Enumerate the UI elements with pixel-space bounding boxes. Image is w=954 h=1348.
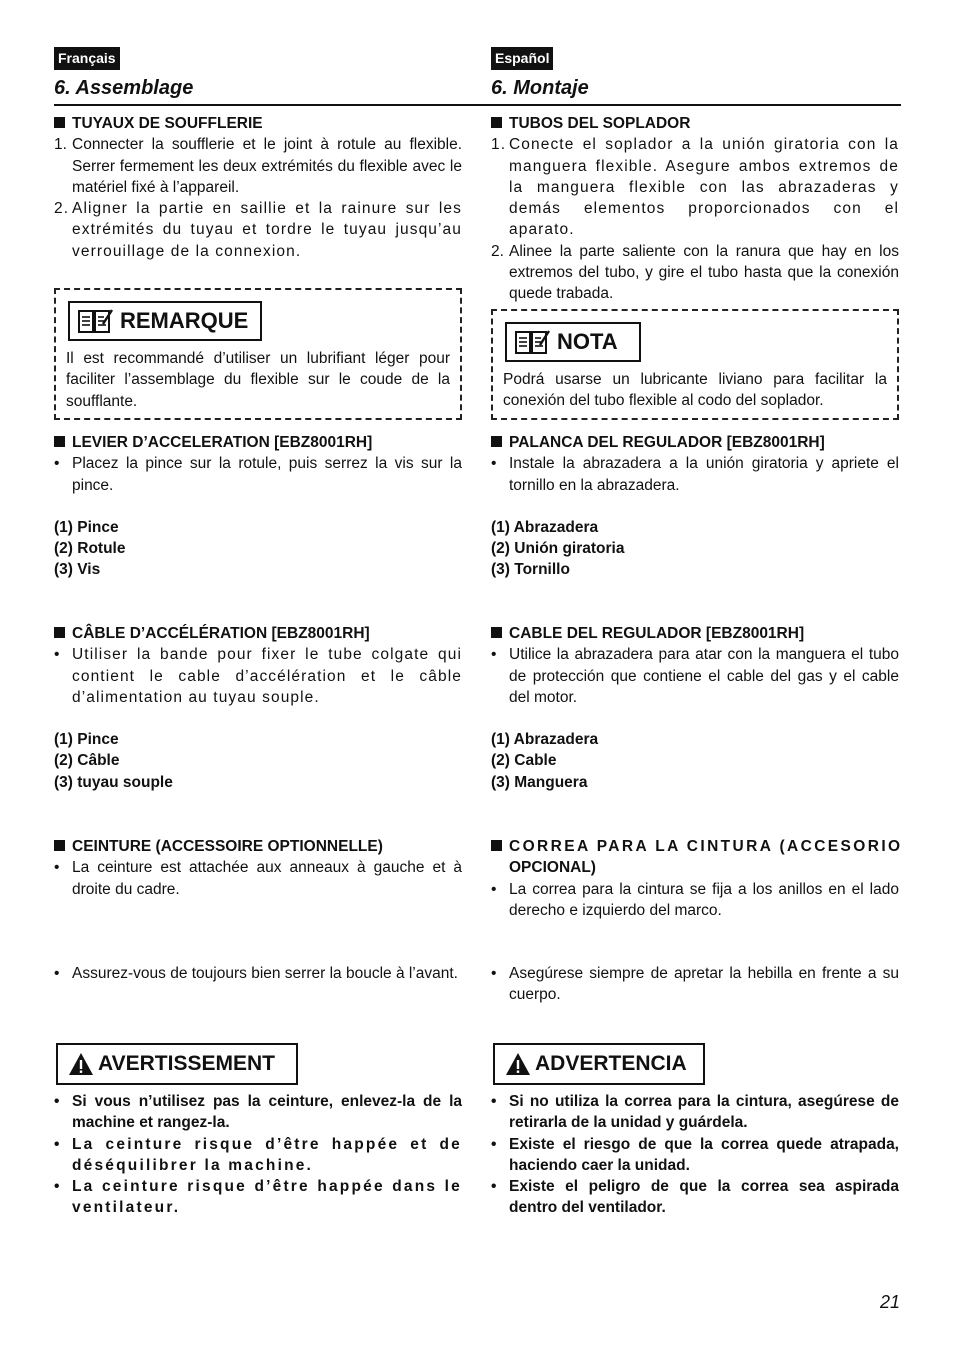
list-item: • La ceinture est attachée aux anneaux à gauche et à droite du cadre. [54, 859, 462, 898]
advertencia-list [491, 1091, 899, 1219]
avertissement-label: AVERTISSEMENT [56, 1043, 298, 1085]
language-tab-spanish: Español [491, 47, 553, 70]
advertencia-label: ADVERTENCIA [493, 1043, 705, 1085]
list-item: • Utilice la abrazadera para atar con la manguera el tubo de protección que contiene el cable del gas y el cable del motor. [491, 646, 899, 706]
palanca-parts [491, 517, 899, 581]
ceinture-section [54, 836, 462, 900]
palanca-bullets [491, 453, 899, 496]
correa-bullet-2 [491, 963, 899, 1006]
tubos-section [491, 113, 899, 305]
square-bullet-icon [491, 117, 502, 128]
header-rule [54, 104, 901, 106]
tubos-steps [491, 134, 899, 304]
cable-section-spanish [491, 623, 899, 793]
warning-triangle-icon [68, 1052, 94, 1076]
list-item: • Existe el peligro de que la correa sea aspirada dentro del ventilador. [491, 1178, 899, 1217]
part-label: (2) Cable [491, 752, 557, 770]
nota-text: Podrá usarse un lubricante liviano para facilitar la conexión del tubo flexible al codo del soplador. [503, 371, 887, 410]
list-item: • Instale la abrazadera a la unión giratoria y apriete el tornillo en la abrazadera. [491, 455, 899, 494]
list-item: • La ceinture risque d’être happée dans le ventilateur. [54, 1178, 462, 1217]
part-label: (1) Pince [54, 518, 119, 536]
cable-section-french [54, 623, 462, 793]
part-label: (2) Rotule [54, 540, 126, 558]
part-label: (2) Câble [54, 752, 120, 770]
list-item: 1. Conecte el soplador a la unión giratoria con la manguera flexible. Asegure ambos extremos de la manguera flexible con las abrazaderas y demás elementos proporcionados con el aparato. [491, 136, 899, 239]
part-label: (3) Manguera [491, 773, 588, 791]
cable-bullets-french [54, 644, 462, 708]
correa-bullets [491, 879, 899, 922]
remarque-box [54, 288, 462, 420]
cable-heading-spanish: CABLE DEL REGULADOR [EBZ8001RH] [491, 623, 899, 644]
nota-box [491, 309, 899, 420]
avertissement-list [54, 1091, 462, 1219]
correa-bullets-2 [491, 963, 899, 1006]
notebook-icon [515, 329, 551, 355]
section-title-french: 6. Assemblage [54, 77, 194, 99]
language-tab-french: Français [54, 47, 120, 70]
cable-parts-french [54, 729, 462, 793]
square-bullet-icon [54, 436, 65, 447]
square-bullet-icon [54, 840, 65, 851]
levier-parts [54, 517, 462, 581]
ceinture-bullets [54, 857, 462, 900]
levier-heading: LEVIER D’ACCELERATION [EBZ8001RH] [54, 432, 462, 453]
remarque-label: REMARQUE [68, 301, 262, 341]
remarque-text: Il est recommandé d’utiliser un lubrifiant léger pour faciliter l’assemblage du flexible sur le coude de la soufflante. [66, 350, 450, 410]
ceinture-bullets-2 [54, 963, 462, 984]
tuyaux-heading: TUYAUX DE SOUFFLERIE [54, 113, 462, 134]
nota-label: NOTA [505, 322, 641, 362]
part-label: (3) Vis [54, 561, 101, 579]
square-bullet-icon [491, 436, 502, 447]
part-label: (3) Tornillo [491, 561, 570, 579]
list-item: • Placez la pince sur la rotule, puis serrez la vis sur la pince. [54, 455, 462, 494]
cable-bullets-spanish [491, 644, 899, 708]
list-item: • Si vous n’utilisez pas la ceinture, enlevez-la de la machine et rangez-la. [54, 1093, 462, 1132]
list-item: 2. Aligner la partie en saillie et la rainure sur les extrémités du tuyau et tordre le tuyau jusqu’au verrouillage de la connexion. [54, 200, 462, 260]
list-item: • Utiliser la bande pour fixer le tube colgate qui contient le cable d’accélération et le câble d’alimentation au tuyau souple. [54, 646, 462, 706]
list-item: 2. Alinee la parte saliente con la ranura que hay en los extremos del tubo, y gire el tubo hasta que la conexión quede trabada. [491, 242, 899, 303]
part-label: (2) Unión giratoria [491, 540, 625, 558]
list-item: • Si no utiliza la correa para la cintura, asegúrese de retirarla de la unidad y guárdela. [491, 1093, 899, 1132]
list-item: • Assurez-vous de toujours bien serrer la boucle à l’avant. [54, 965, 458, 982]
tuyaux-steps [54, 134, 462, 262]
tuyaux-section [54, 113, 462, 262]
palanca-section [491, 432, 899, 581]
list-item: 1. Connecter la soufflerie et le joint à rotule au flexible. Serrer fermement les deux extrémités du flexible avec le matériel fixé à l’appareil. [54, 136, 462, 196]
tubos-heading: TUBOS DEL SOPLADOR [491, 113, 899, 134]
part-label: (1) Abrazadera [491, 731, 599, 749]
notebook-icon [78, 308, 114, 334]
ceinture-bullet-2 [54, 963, 462, 984]
square-bullet-icon [54, 627, 65, 638]
section-title-spanish: 6. Montaje [491, 77, 589, 99]
cable-heading-french: CÂBLE D’ACCÉLÉRATION [EBZ8001RH] [54, 623, 462, 644]
advertencia-items [491, 1091, 899, 1219]
warning-triangle-icon [505, 1052, 531, 1076]
correa-heading: CORREA PARA LA CINTURA (ACCESORIO OPCIONAL) [491, 836, 899, 879]
cable-parts-spanish [491, 729, 899, 793]
part-label: (3) tuyau souple [54, 773, 173, 791]
square-bullet-icon [491, 627, 502, 638]
list-item: • Asegúrese siempre de apretar la hebilla en frente a su cuerpo. [491, 965, 899, 1004]
correa-section [491, 836, 903, 921]
avertissement-items [54, 1091, 462, 1219]
square-bullet-icon [491, 840, 502, 851]
square-bullet-icon [54, 117, 65, 128]
part-label: (1) Pince [54, 731, 119, 749]
part-label: (1) Abrazadera [491, 518, 599, 536]
levier-section [54, 432, 462, 581]
page-number: 21 [879, 1292, 900, 1312]
list-item: • Existe el riesgo de que la correa quede atrapada, haciendo caer la unidad. [491, 1135, 899, 1174]
list-item: • La ceinture risque d’être happée et de déséquilibrer la machine. [54, 1135, 462, 1174]
palanca-heading: PALANCA DEL REGULADOR [EBZ8001RH] [491, 432, 899, 453]
ceinture-heading: CEINTURE (ACCESSOIRE OPTIONNELLE) [54, 836, 462, 857]
list-item: • La correa para la cintura se fija a los anillos en el lado derecho e izquierdo del marco. [491, 880, 899, 919]
levier-bullets [54, 453, 462, 496]
